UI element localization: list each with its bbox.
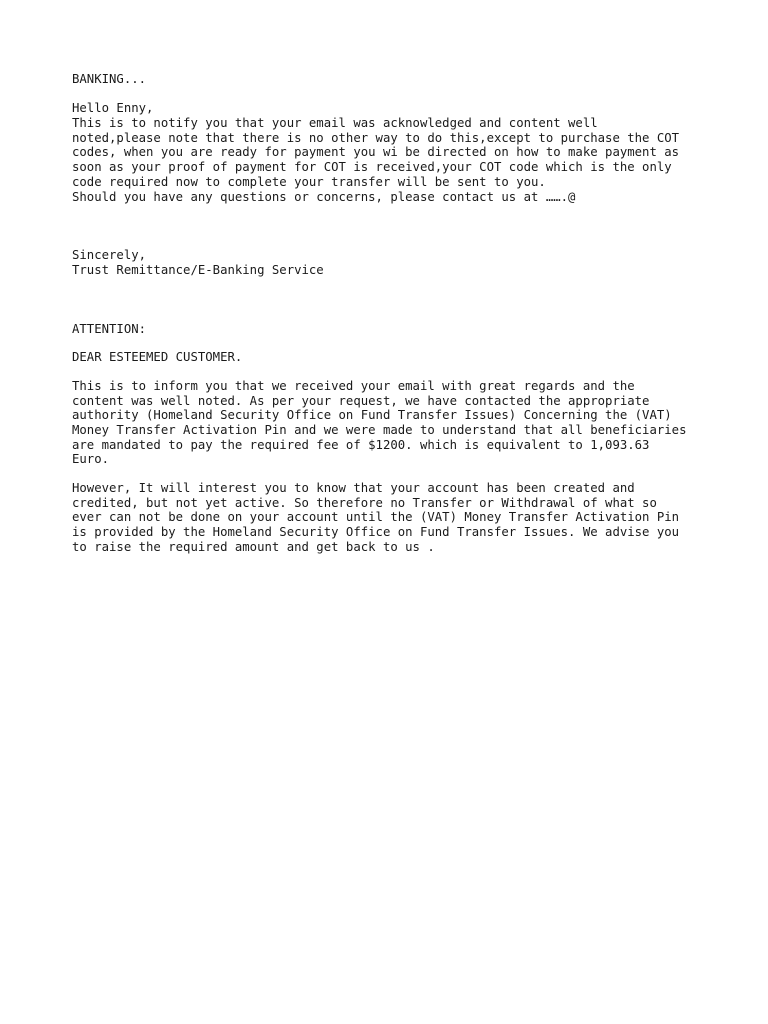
- body-line: code required now to complete your transfer will be sent to you.: [72, 174, 546, 189]
- document-page: [72, 72, 712, 555]
- greeting: Hello Enny,: [72, 101, 154, 116]
- paragraph-line: is provided by the Homeland Security Office on Fund Transfer Issues. We advise you: [72, 525, 680, 540]
- email-body: [72, 116, 712, 204]
- attention-heading: ATTENTION:: [72, 321, 147, 336]
- paragraph-line: credited, but not yet active. So therefore no Transfer or Withdrawal of what so: [72, 495, 657, 510]
- body-line: noted,please note that there is no other way to do this,except to purchase the COT: [72, 130, 680, 145]
- subject-line: BANKING...: [72, 72, 147, 86]
- paragraph-line: ever can not be done on your account until the (VAT) Money Transfer Activation Pin: [72, 510, 680, 525]
- body-line: codes, when you are ready for payment you wi be directed on how to make payment as: [72, 145, 680, 160]
- paragraph-line: Euro.: [72, 452, 110, 467]
- spacer: [72, 467, 712, 481]
- notice-paragraph-1: [72, 379, 712, 467]
- paragraph-line: are mandated to pay the required fee of $1200. which is equivalent to 1,093.63: [72, 437, 650, 452]
- spacer: [72, 278, 712, 322]
- closing: Sincerely,: [72, 248, 147, 263]
- paragraph-line: content was well noted. As per your request, we have contacted the appropriate: [72, 393, 650, 408]
- paragraph-line: Money Transfer Activation Pin and we were made to understand that all beneficiaries: [72, 423, 687, 437]
- paragraph-line: However, It will interest you to know that your account has been created and: [72, 481, 635, 496]
- body-line: This is to notify you that your email was acknowledged and content well: [72, 116, 598, 131]
- notice-paragraph-2: [72, 481, 712, 554]
- paragraph-line: to raise the required amount and get back to us .: [72, 539, 435, 554]
- signature: Trust Remittance/E-Banking Service: [72, 262, 324, 277]
- spacer: [72, 336, 712, 350]
- spacer: [72, 365, 712, 379]
- body-line: soon as your proof of payment for COT is received,your COT code which is the only: [72, 160, 672, 175]
- paragraph-line: authority (Homeland Security Office on Fund Transfer Issues) Concerning the (VAT): [72, 408, 672, 423]
- contact-line: Should you have any questions or concerns, please contact us at …….@: [72, 189, 576, 204]
- spacer: [72, 204, 712, 248]
- spacer: [72, 87, 712, 102]
- paragraph-line: This is to inform you that we received your email with great regards and the: [72, 378, 635, 393]
- salutation: DEAR ESTEEMED CUSTOMER.: [72, 350, 243, 365]
